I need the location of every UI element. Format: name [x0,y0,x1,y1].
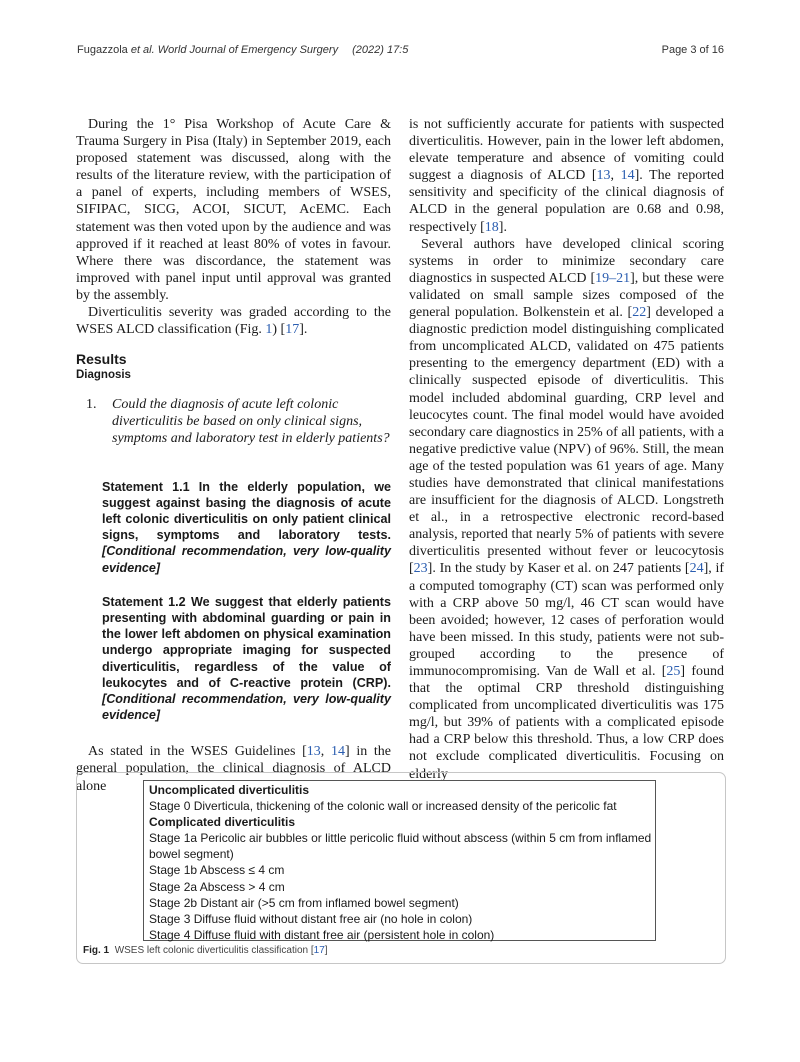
table-row: Stage 3 Diffuse fluid without distant free air (no hole in colon) [149,911,473,926]
statement-1-1: Statement 1.1 In the elderly population, we suggest against basing the diagnosis of acute left colonic diverticulitis on only patient clinical signs, symptoms and laboratory tests. [Conditional recommendation, very low-quality evidence] [102,479,391,575]
header-journal: et al. World Journal of Emergency Surgery [130,44,339,56]
reference-link[interactable]: 13 [306,744,321,760]
header-authors: Fugazzola [77,44,128,56]
recommendation-grade: [Conditional recommendation, very low-quality evidence] [102,544,391,575]
reference-link[interactable]: 13 [596,168,611,184]
figure-caption: Fig. 1 WSES left colonic diverticulitis classification [17] [83,945,328,956]
section-heading-results: Results [76,351,127,368]
figure-link[interactable]: 1 [265,322,273,338]
paragraph-scoring-systems: Several authors have developed clinical scoring systems in order to minimize secondary care diagnostics in suspected ALCD [19–21], but these were validated on small sample sizes composed of the general population. Bolkenstein et al. [22] developed a diagnostic prediction model distinguishing complicated from uncomplicated ALCD, validated on 475 patients presenting to the emergency department (ED) with a clinically suspected episode of diverticulitis. This model included abdominal guarding, CRP level and leucocytes count. The final model would have avoided secondary care diagnostics in 25% of all patients, with a negative predictive value (NPV) of 96%. Still, the mean age of the tested population was 61 years of age. Many studies have demonstrated that clinical manifestations are insufficient for the diagnosis of ALCD. Longstreth et al., in a retrospective electronic record-based analysis, reported that nearly 5% of patients with severe diverticulitis presented without fever or leucocytosis [23]. In the study by Kaser et al. on 247 patients [24], if a computed tomography (CT) scan was performed only with a CRP above 50 mg/l, 46 CT scan would have been avoided; however, 12 cases of perforation would have been missed. In this study, patients were not sub-grouped according to the presence of immunocompromising. Van de Wall et al. [25] found that the optimal CRP threshold distinguishing complicated from uncomplicated diverticulitis was 175 mg/l, but 39% of patients with a complicated episode had a CRP below this threshold. Thus, a low CRP does not exclude complicated diverticulitis. Focusing on elderly [409,236,725,782]
question-number: 1. [86,397,97,413]
paragraph-accuracy: is not sufficiently accurate for patients with suspected diverticulitis. However, pain in the lower left abdomen, elevate temperature and absence of vomiting could suggest a diagnosis of ALCD [13, 14]. The reported sensitivity and specificity of the clinical diagnosis of ALCD in the general population are 0.68 and 0.98, respectively [18]. [409,117,725,235]
paragraph-severity: Diverticulitis severity was graded according to the WSES ALCD classification (Fig. 1) [17]. [76,305,391,338]
paragraph-guidelines: As stated in the WSES Guidelines [13, 14] in the general population, the clinical diagnosis of ALCD alone [76,744,392,794]
caption-label: Fig. 1 [83,945,110,956]
reference-link[interactable]: 14 [330,744,345,760]
reference-link[interactable]: 14 [620,168,635,184]
reference-link[interactable]: 19–21 [595,270,631,286]
table-row: Stage 4 Diffuse fluid with distant free air (persistent hole in colon) [149,927,495,942]
reference-link[interactable]: 23 [413,561,428,577]
question-text: Could the diagnosis of acute left colonic diverticulitis be based on only clinical signs, symptoms and laboratory test in elderly patients? [112,397,390,447]
reference-link[interactable]: 25 [666,664,681,679]
reference-link[interactable]: 17 [285,322,300,338]
table-row: Stage 2a Abscess > 4 cm [149,879,285,894]
subsection-heading-diagnosis: Diagnosis [76,369,131,382]
recommendation-grade: [Conditional recommendation, very low-quality evidence] [102,691,391,723]
page-number: Page 3 of 16 [661,44,724,56]
table-row: Stage 1a Pericolic air bubbles or little pericolic fluid without abscess (within 5 cm from inflamed bowel segment) [149,831,652,862]
paragraph-methods: During the 1° Pisa Workshop of Acute Care & Trauma Surgery in Pisa (Italy) in September 2019, each proposed statement was discussed, along with the results of the literature review, with the participation of a panel of experts, including members of WSES, SIFIPAC, SICG, ACOI, SICUT, AcEMC. Each statement was then voted upon by the audience and was approved if it reached at least 80% of votes in favour. Where there was discordance, the statement was improved with panel input until approval was granted by the assembly. [76,117,391,303]
reference-link[interactable]: 24 [689,561,704,577]
reference-link[interactable]: 22 [632,305,647,321]
header-citation: (2022) 17:5 [352,44,409,56]
classification-table [143,780,656,941]
question-item [76,396,391,447]
left-column [76,116,391,795]
table-row: Stage 1b Abscess ≤ 4 cm [149,863,285,878]
table-row: Stage 2b Distant air (>5 cm from inflamed bowel segment) [149,895,459,910]
table-row: Uncomplicated diverticulitis [149,783,310,797]
reference-link[interactable]: 17 [313,945,325,956]
table-row: Complicated diverticulitis [149,815,296,830]
reference-link[interactable]: 18 [484,219,499,235]
table-row: Stage 0 Diverticula, thickening of the colonic wall or increased density of the pericolic fat [149,799,617,814]
running-header [77,44,408,56]
right-column [409,116,724,783]
statement-1-2: Statement 1.2 We suggest that elderly patients presenting with abdominal guarding or pain in the lower left abdomen on physical examination undergo appropriate imaging for suspected diverticulitis, regardless of the value of leukocytes and of C-reactive protein (CRP). [Conditional recommendation, very low-quality evidence] [102,594,391,723]
